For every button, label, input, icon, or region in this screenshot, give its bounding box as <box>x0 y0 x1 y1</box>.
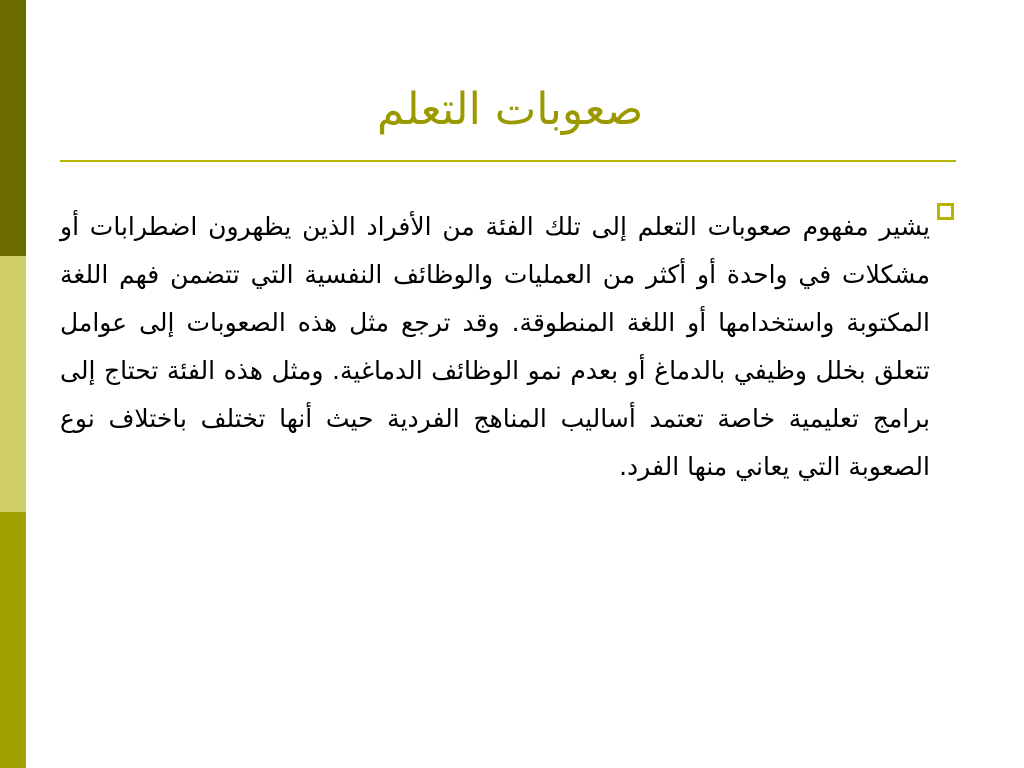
hollow-square-bullet-icon <box>937 203 954 220</box>
bullet-paragraph: يشير مفهوم صعوبات التعلم إلى تلك الفئة من الأفراد الذين يظهرون اضطرابات أو مشكلات في واحدة أو أكثر من العمليات والوظائف النفسية التي تتضمن فهم اللغة المكتوبة واستخدامها أو اللغة المنطوقة. وقد ترجع مثل هذه الصعوبات إلى عوامل تتعلق بخلل وظيفي بالدماغ أو بعدم نمو الوظائف الدماغية. ومثل هذه الفئة تحتاج إلى برامج تعليمية خاصة تعتمد أساليب المناهج الفردية حيث أنها تختلف باختلاف نوع الصعوبة التي يعاني منها الفرد. <box>60 212 930 481</box>
stripe-segment-medium <box>0 512 26 768</box>
stripe-segment-light <box>0 256 26 512</box>
title-divider <box>60 160 956 162</box>
slide-title: صعوبات التعلم <box>376 84 644 135</box>
stripe-segment-dark <box>0 0 26 256</box>
decorative-side-stripe <box>0 0 26 768</box>
